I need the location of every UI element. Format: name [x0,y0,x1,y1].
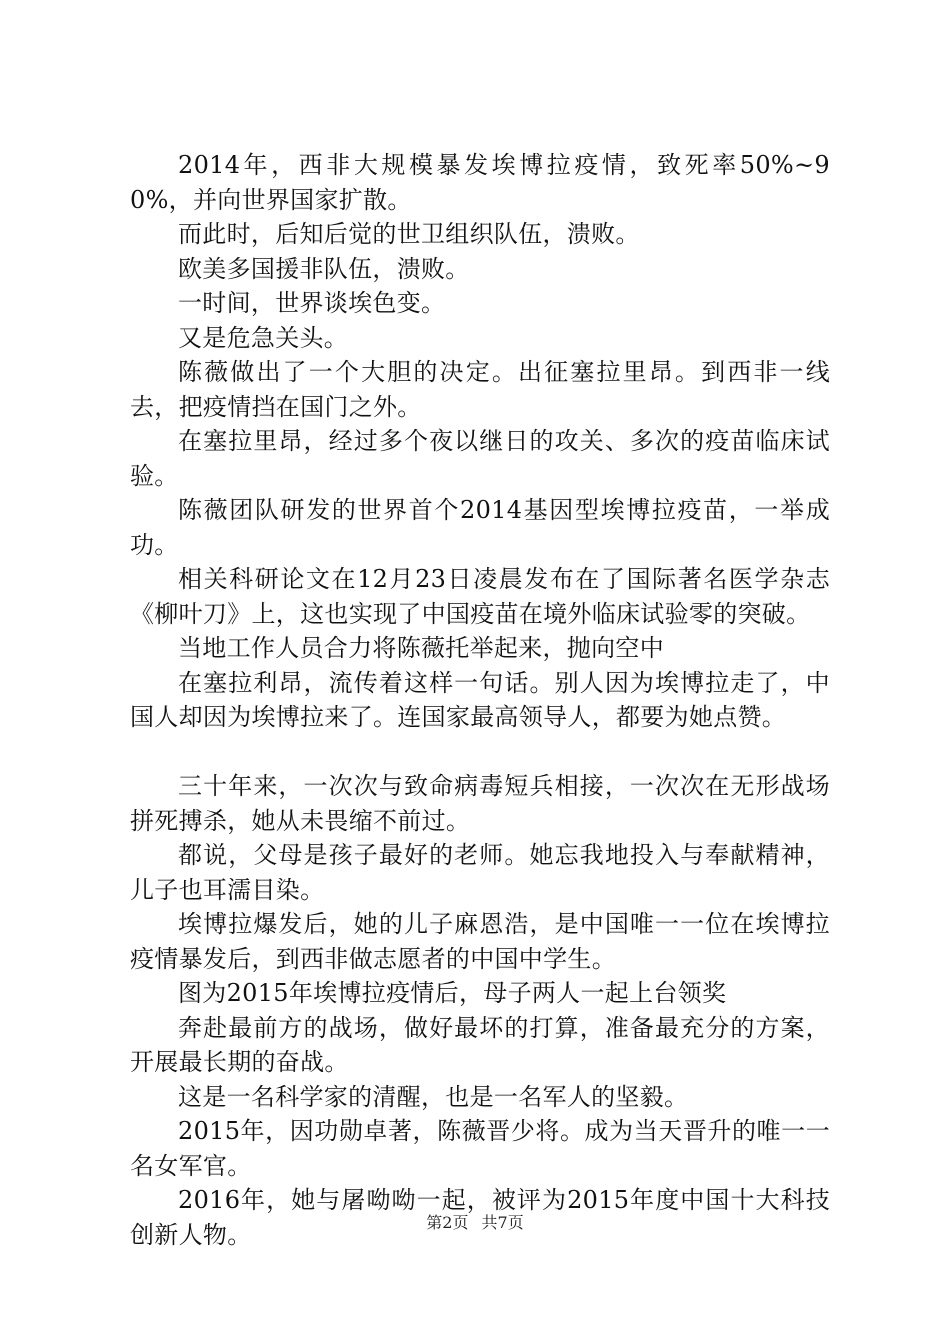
paragraph: 欧美多国援非队伍，溃败。 [178,254,470,283]
page-number: 第2页 [426,1213,469,1232]
paragraph: 这是一名科学家的清醒，也是一名军人的坚毅。 [178,1082,689,1111]
paragraph: 三十年来，一次次与致命病毒短兵相接，一次次在无形战场拼死搏杀，她从未畏缩不前过。 [130,772,830,835]
paragraph: 2016年，她与屠呦呦一起，被评为2015年度中国十大科技创新人物。 [130,1186,830,1249]
paragraph: 在塞拉利昂，流传着这样一句话。别人因为埃博拉走了，中国人却因为埃博拉来了。连国家最高领导人，都要为她点赞。 [130,668,830,731]
paragraph: 在塞拉里昂，经过多个夜以继日的攻关、多次的疫苗临床试验。 [130,427,830,490]
blank-line [130,735,830,770]
page-footer [0,1213,950,1233]
paragraph: 一时间，世界谈埃色变。 [178,289,446,317]
paragraph: 奔赴最前方的战场，做好最坏的打算，准备最充分的方案，开展最长期的奋战。 [130,1013,830,1076]
paragraph: 当地工作人员合力将陈薇托举起来，抛向空中 [178,634,664,662]
paragraph: 2014年，西非大规模暴发埃博拉疫情，致死率50%~90%，并向世界国家扩散。 [130,151,830,214]
page-total: 共7页 [481,1213,524,1232]
paragraph: 陈薇团队研发的世界首个2014基因型埃博拉疫苗，一举成功。 [130,496,830,559]
paragraph: 图为2015年埃博拉疫情后，母子两人一起上台领奖 [178,979,727,1007]
paragraph: 又是危急关头。 [178,323,349,352]
paragraph: 而此时，后知后觉的世卫组织队伍，溃败。 [178,220,640,248]
paragraph: 埃博拉爆发后，她的儿子麻恩浩，是中国唯一一位在埃博拉疫情暴发后，到西非做志愿者的中国中学生。 [130,910,830,973]
paragraph: 都说，父母是孩子最好的老师。她忘我地投入与奉献精神，儿子也耳濡目染。 [130,841,830,904]
document-body [130,148,830,1252]
paragraph: 陈薇做出了一个大胆的决定。出征塞拉里昂。到西非一线去，把疫情挡在国门之外。 [130,358,830,421]
paragraph: 2015年，因功勋卓著，陈薇晋少将。成为当天晋升的唯一一名女军官。 [130,1117,830,1180]
paragraph: 相关科研论文在12月23日凌晨发布在了国际著名医学杂志《柳叶刀》上，这也实现了中国疫苗在境外临床试验零的突破。 [130,565,830,628]
